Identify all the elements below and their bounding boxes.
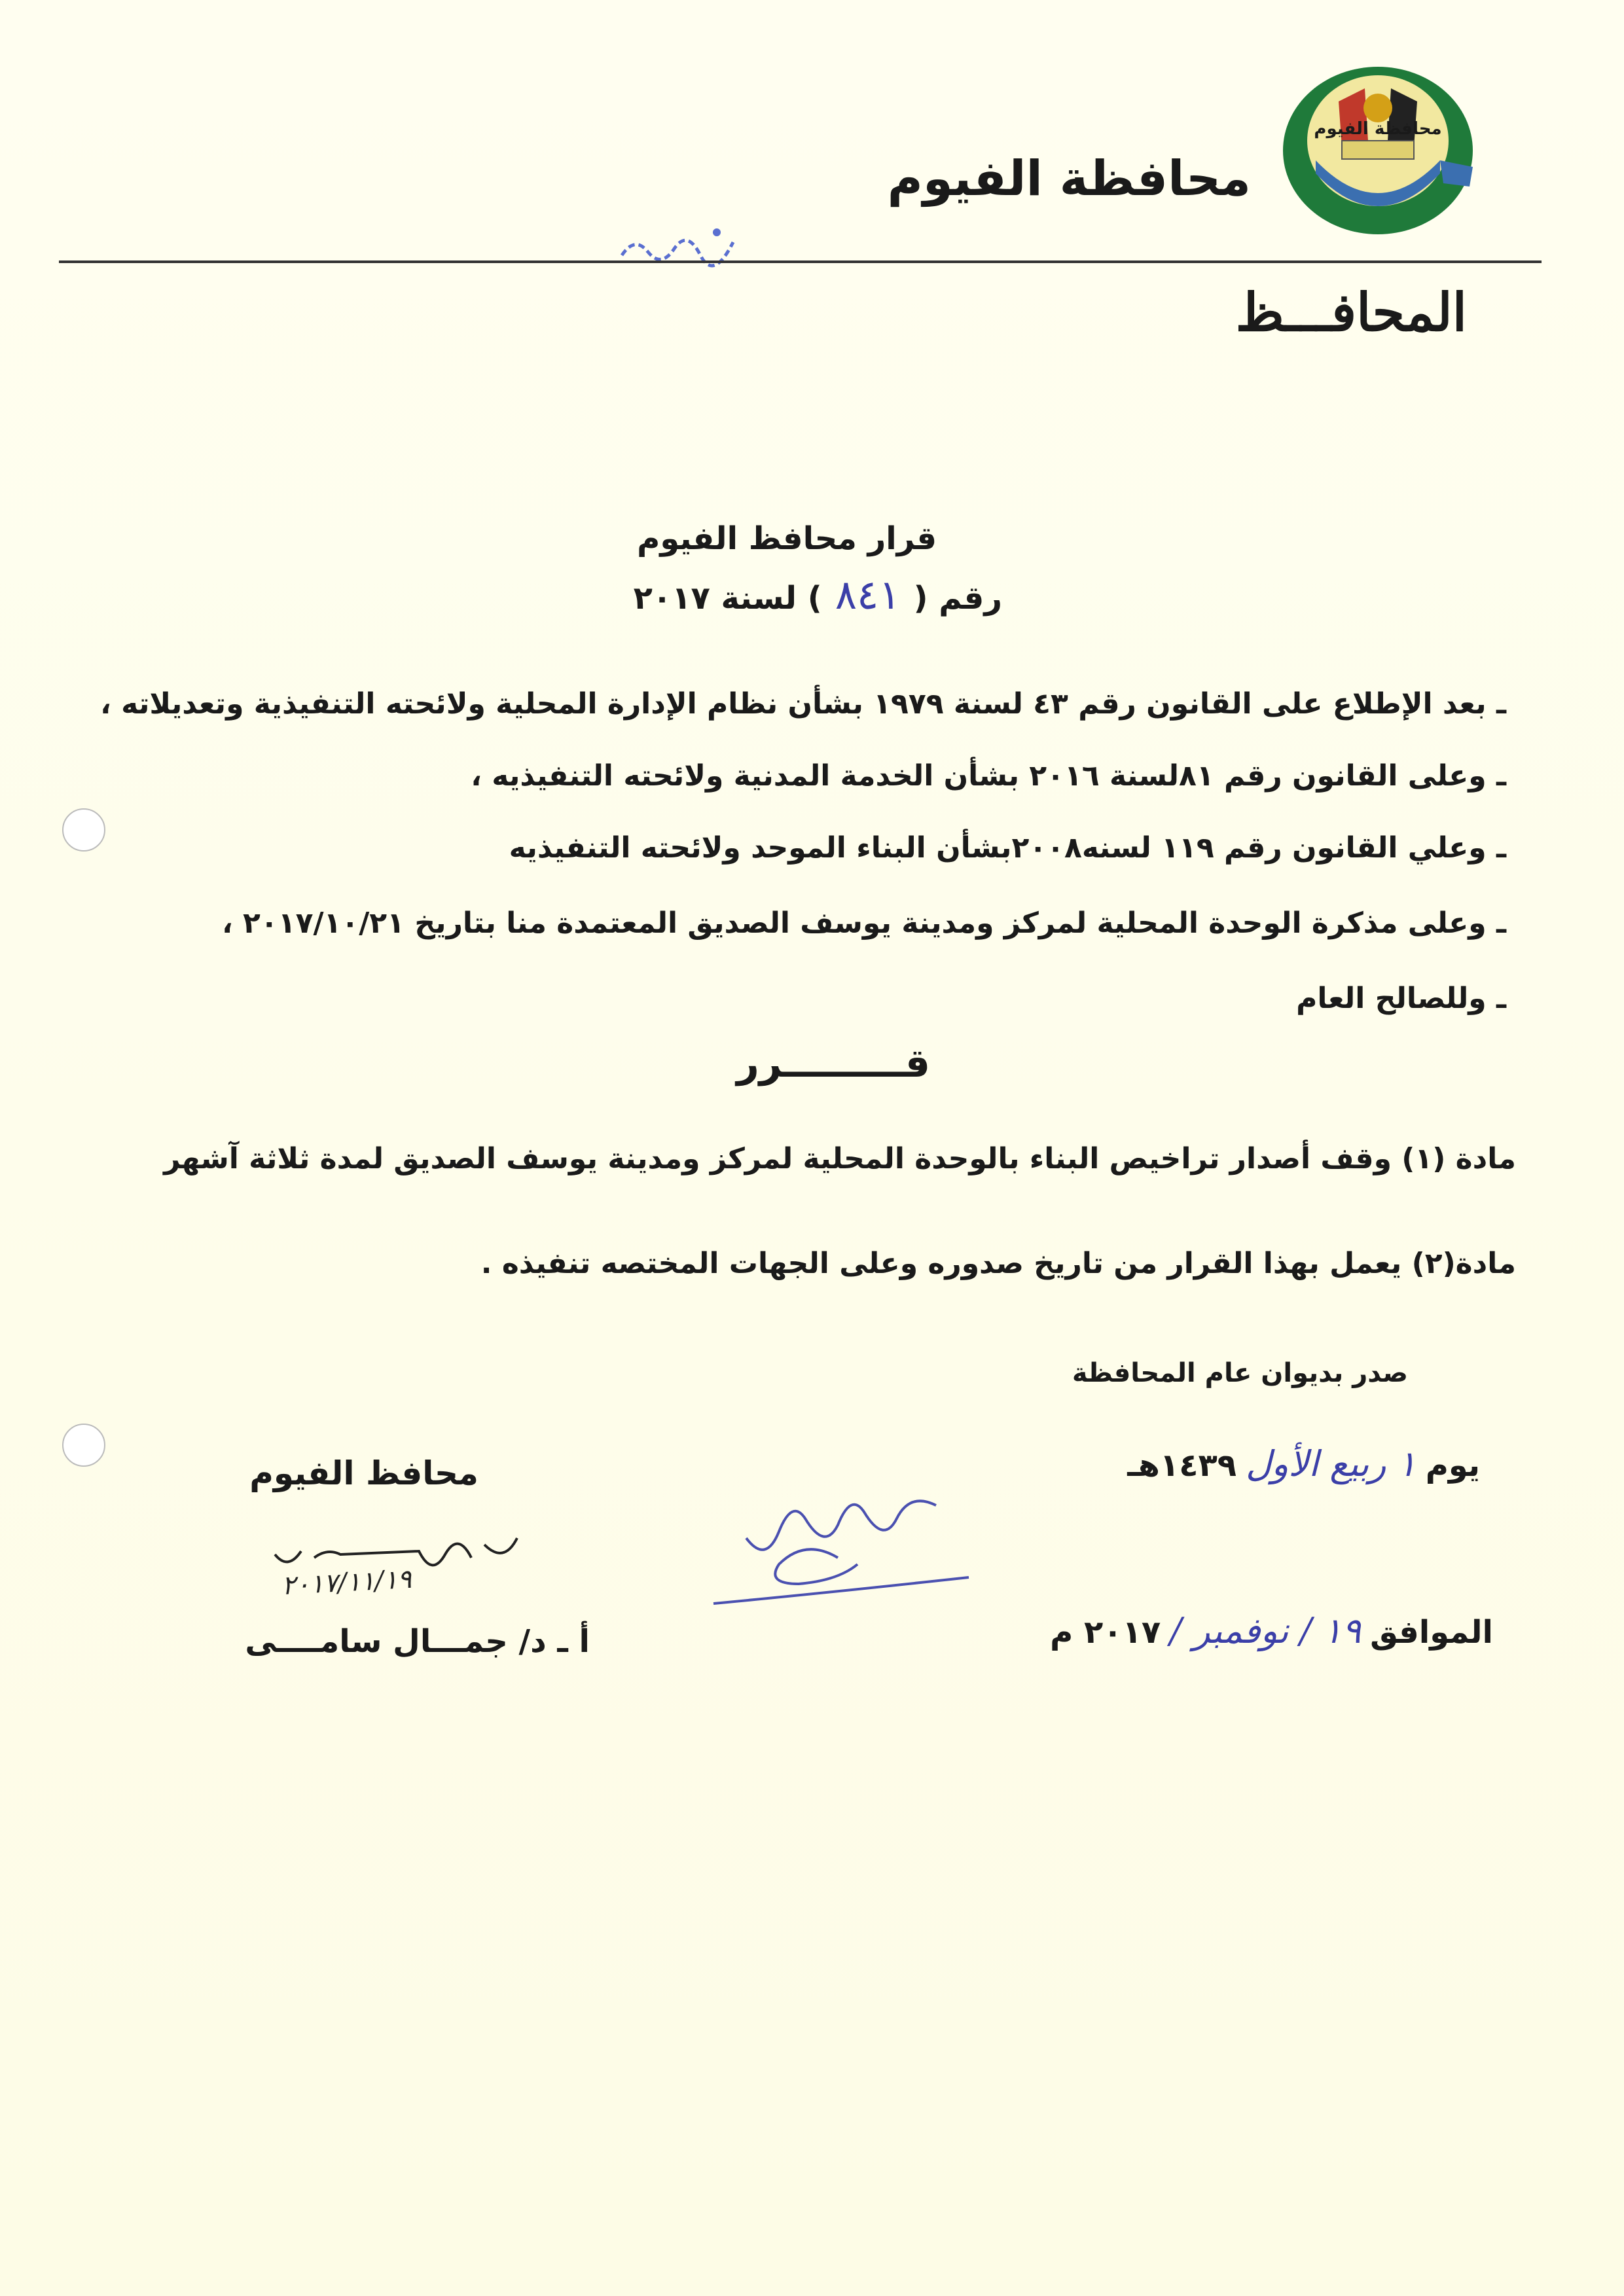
preamble-clause: ـ وعلى مذكرة الوحدة المحلية لمركز ومدينة يوسف الصديق المعتمدة منا بتاريخ ٢٠١٧/١٠/٢١ ، xyxy=(221,906,1506,940)
decision-number-suffix: ) لسنة ٢٠١٧ xyxy=(633,580,822,617)
decree-heading: قـــــــــرر xyxy=(736,1041,930,1086)
decision-title: قرار محافظ الفيوم xyxy=(637,520,937,557)
hijri-year: ١٤٣٩هـ xyxy=(1127,1447,1237,1484)
governorate-name: محافظة الفيوم xyxy=(887,151,1251,207)
hijri-date-line xyxy=(1127,1443,1480,1484)
hijri-handwritten: ١ ربيع الأول xyxy=(1246,1443,1416,1484)
header-divider xyxy=(59,260,1542,263)
preamble-clause: ـ وعلى القانون رقم ٨١لسنة ٢٠١٦ بشأن الخدمة المدنية ولائحته التنفيذيه ، xyxy=(471,759,1506,793)
preamble-clause: ـ وللصالح العام xyxy=(1296,982,1506,1015)
article-2: مادة(٢) يعمل بهذا القرار من تاريخ صدوره وعلى الجهات المختصه تنفيذه . xyxy=(480,1247,1516,1280)
decision-number-line xyxy=(634,571,1002,619)
signatory-name: أ ـ د/ جمـــال سامــــى xyxy=(245,1623,590,1660)
signature-handwritten-date: ٢٠١٧/١١/١٩ xyxy=(280,1564,412,1602)
governorate-emblem-logo xyxy=(1280,62,1476,239)
decision-number-prefix: رقم ( xyxy=(913,580,1002,617)
signatory-title: محافظ الفيوم xyxy=(249,1454,478,1492)
official-signature xyxy=(687,1486,988,1617)
preamble-clause: ـ بعد الإطلاع على القانون رقم ٤٣ لسنة ١٩٧٩ بشأن نظام الإدارة المحلية ولائحته التنفيذية وتعديلاته ، xyxy=(100,687,1506,721)
preamble-clause: ـ وعلي القانون رقم ١١٩ لسنه٢٠٠٨بشأن البناء الموحد ولائحته التنفيذيه xyxy=(509,831,1506,865)
article-1: مادة (١) وقف أصدار تراخيص البناء بالوحدة المحلية لمركز ومدينة يوسف الصديق لمدة ثلاثة آشهر xyxy=(164,1142,1516,1175)
issued-at: صدر بديوان عام المحافظة xyxy=(1072,1358,1408,1388)
day-label: يوم xyxy=(1425,1447,1480,1484)
decision-number-handwritten: ٨٤١ xyxy=(835,571,901,619)
gregorian-date-line xyxy=(1050,1610,1493,1651)
punch-hole xyxy=(62,1424,105,1467)
punch-hole xyxy=(62,808,105,852)
gregorian-year: ٢٠١٧ م xyxy=(1050,1614,1161,1651)
gregorian-handwritten: ١٩ / نوفمبر / xyxy=(1170,1610,1362,1651)
office-title: المحافـــظ xyxy=(1235,281,1467,343)
corresponding-label: الموافق xyxy=(1370,1614,1493,1651)
blue-stamp-mark xyxy=(609,209,753,281)
svg-text:محافظة الفيوم: محافظة الفيوم xyxy=(1314,119,1442,139)
